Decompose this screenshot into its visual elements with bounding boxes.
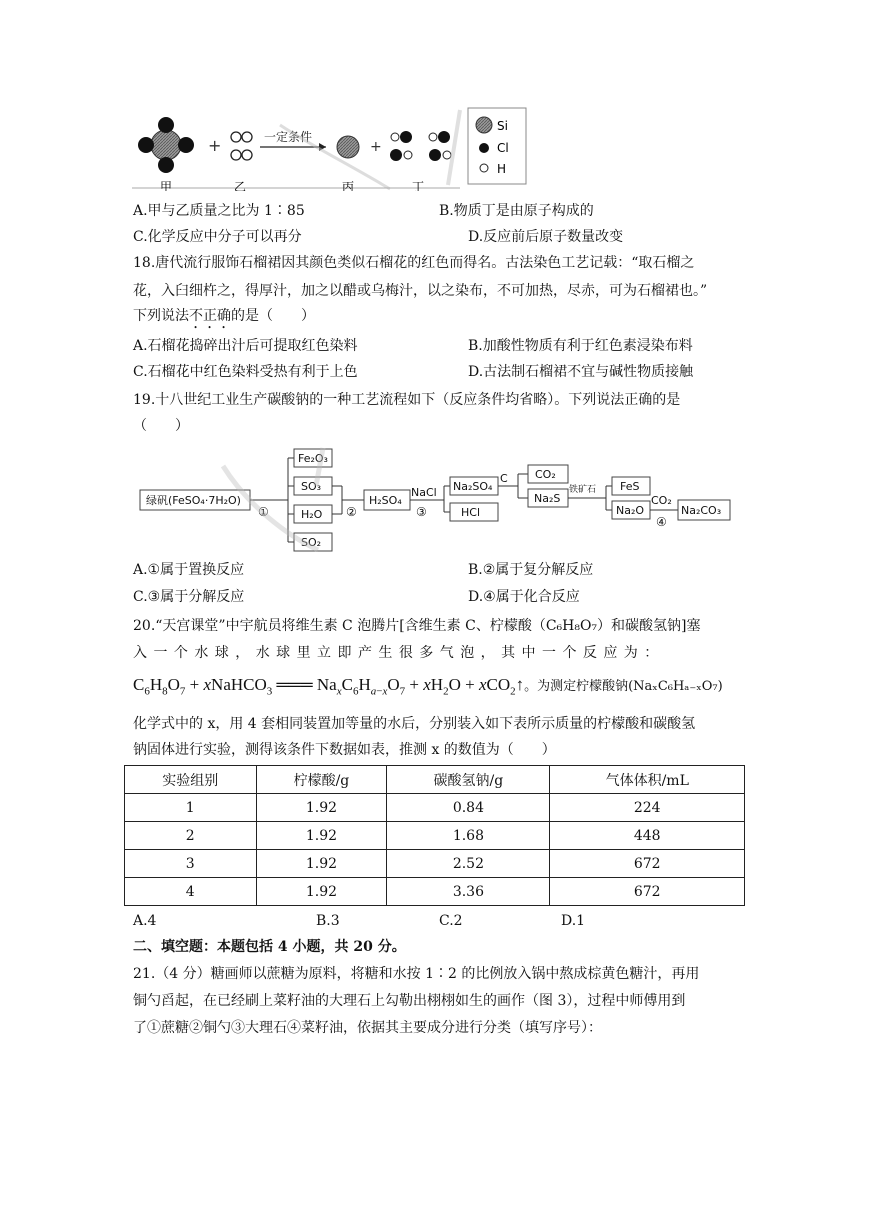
q18-line-2: 花，入臼细杵之，得厚汁，加之以醋或乌梅汁，以之染布，不可加热，尽赤，可为石榴裙也。” <box>133 283 708 299</box>
flow-fes: FeS <box>620 480 640 493</box>
table-cell: 448 <box>550 822 745 850</box>
q18-line-1: 18.唐代流行服饰石榴裙因其颜色类似石榴花的红色而得名。古法染色工艺记载：“取石榴之 <box>133 255 695 271</box>
table-cell: 1.92 <box>256 878 387 906</box>
table-cell: 3.36 <box>387 878 550 906</box>
flow-iron-ore: 铁矿石 <box>569 485 597 495</box>
table-cell: 0.84 <box>387 794 550 822</box>
table-cell: 1.68 <box>387 822 550 850</box>
label-bing: 丙 <box>342 180 355 191</box>
q18-option-c: C.石榴花中红色染料受热有利于上色 <box>133 364 358 380</box>
flow-co2-reagent: CO₂ <box>651 494 672 507</box>
svg-text:+: + <box>208 136 222 155</box>
q19-option-c: C.③属于分解反应 <box>133 589 245 605</box>
arrow-condition: 一定条件 <box>264 130 313 144</box>
flow-co2: CO₂ <box>535 468 556 481</box>
flow-step-4: ④ <box>656 515 667 529</box>
label-jia: 甲 <box>160 180 173 191</box>
flow-fe2o3: Fe₂O₃ <box>298 452 328 465</box>
table-header-cell: 碳酸氢钠/g <box>387 766 550 794</box>
q20-line-5: 钠固体进行实验，测得该条件下数据如表，推测 x 的数值为（ ） <box>133 742 556 758</box>
equation-note: 。为测定柠檬酸钠(NaₓC₆Hₐ₋ₓO₇) <box>524 679 723 694</box>
process-flow-diagram <box>138 446 733 552</box>
table-header-cell: 柠檬酸/g <box>256 766 387 794</box>
flow-na2s: Na₂S <box>534 492 561 505</box>
table-cell: 672 <box>550 878 745 906</box>
q19-option-a: A.①属于置换反应 <box>133 562 245 578</box>
svg-text:+: + <box>370 139 382 155</box>
q18-option-d: D.古法制石榴裙不宜与碱性物质接触 <box>468 364 694 380</box>
q19-line-2: （ ） <box>133 418 189 434</box>
flow-h2so4: H₂SO₄ <box>369 494 402 507</box>
table-header-cell: 气体体积/mL <box>550 766 745 794</box>
legend-box <box>468 108 526 184</box>
q18-option-a: A.石榴花捣碎出汁后可提取红色染料 <box>133 338 358 354</box>
q19-option-d: D.④属于化合反应 <box>468 589 580 605</box>
section-heading: 二、填空题：本题包括 4 小题，共 20 分。 <box>133 939 406 955</box>
table-header-row <box>125 766 745 794</box>
table-row <box>125 850 745 878</box>
q17-option-c: C.化学反应中分子可以再分 <box>133 229 302 245</box>
reaction-diagram <box>130 105 530 191</box>
flow-na2so4: Na₂SO₄ <box>453 480 493 493</box>
q17-option-a: A.甲与乙质量之比为 1∶85 <box>133 203 305 219</box>
q20-option-d: D.1 <box>561 913 586 929</box>
emphasis-not-correct: 不正确 <box>189 308 231 324</box>
q21-line-1: 21.（4 分）糖画师以蔗糖为原料，将糖和水按 1∶2 的比例放入锅中熬成棕黄色糖汁，再用 <box>133 966 700 982</box>
flow-so3: SO₃ <box>301 480 322 493</box>
table-row <box>125 822 745 850</box>
q17-option-b: B.物质丁是由原子构成的 <box>439 203 594 219</box>
q19-line-1: 19.十八世纪工业生产碳酸钠的一种工艺流程如下（反应条件均省略）。下列说法正确的是 <box>133 392 681 408</box>
q19-option-b: B.②属于复分解反应 <box>468 562 594 578</box>
table-cell: 1.92 <box>256 822 387 850</box>
q17-option-d: D.反应前后原子数量改变 <box>468 229 624 245</box>
molecule-yi <box>231 132 252 160</box>
experiment-table <box>124 765 745 906</box>
molecule-ding <box>390 131 451 161</box>
legend-cl: Cl <box>497 141 509 155</box>
table-cell: 1.92 <box>256 850 387 878</box>
flow-c: C <box>500 472 508 485</box>
flow-h2o: H₂O <box>301 508 323 521</box>
flow-na2o: Na₂O <box>616 504 645 517</box>
atom-bing <box>337 136 359 158</box>
flow-nacl: NaCl <box>411 486 437 499</box>
table-cell: 2 <box>125 822 257 850</box>
q20-line-1: 20.“天宫课堂”中宇航员将维生素 C 泡腾片[含维生素 C、柠檬酸（C₆H₈O₇）和碳酸氢钠]塞 <box>133 618 701 634</box>
q20-line-2: 入 一 个 水 球 ， 水 球 里 立 即 产 生 很 多 气 泡 ， 其 中 一 个 反 应 为 ： <box>133 645 660 661</box>
legend-si: Si <box>497 119 508 133</box>
molecule-jia <box>138 117 194 173</box>
flow-start: 绿矾(FeSO₄·7H₂O) <box>146 494 241 507</box>
table-cell: 672 <box>550 850 745 878</box>
q18-line-3: 下列说法不正确的是（ ） <box>133 308 315 324</box>
table-cell: 1 <box>125 794 257 822</box>
flow-step-1: ① <box>258 505 269 519</box>
q20-line-4: 化学式中的 x，用 4 套相同装置加等量的水后，分别装入如下表所示质量的柠檬酸和碳酸氢 <box>133 716 696 732</box>
flow-hcl: HCl <box>461 506 481 519</box>
legend-h: H <box>497 162 507 176</box>
table-cell: 3 <box>125 850 257 878</box>
flow-so2: SO₂ <box>301 536 322 549</box>
flow-step-2: ② <box>346 505 357 519</box>
table-row <box>125 794 745 822</box>
table-row <box>125 878 745 906</box>
q20-option-c: C.2 <box>439 913 463 929</box>
q18-option-b: B.加酸性物质有利于红色素浸染布料 <box>468 338 693 354</box>
table-cell: 4 <box>125 878 257 906</box>
label-ding: 丁 <box>412 180 425 191</box>
q20-option-a: A.4 <box>133 913 157 929</box>
q20-option-b: B.3 <box>316 913 340 929</box>
q21-line-2: 铜勺舀起，在已经刷上菜籽油的大理石上勾勒出栩栩如生的画作（图 3），过程中师傅用到 <box>133 993 686 1009</box>
table-header-cell: 实验组别 <box>125 766 257 794</box>
q21-line-3: 了①蔗糖②铜勺③大理石④菜籽油，依据其主要成分进行分类（填写序号）： <box>133 1020 602 1036</box>
label-yi: 乙 <box>234 180 247 191</box>
flow-step-3: ③ <box>416 505 427 519</box>
table-cell: 224 <box>550 794 745 822</box>
flow-na2co3: Na₂CO₃ <box>681 504 722 517</box>
reaction-equation: $C_6H_8O_7$ + xNaHCO$_3$ ═══ $Na_xC_6H_{a-x}O_7 + xH_2O$ + xCO$_2$↑。为测定柠檬酸钠(NaₓC₆Hₐ₋ₓO₇) <box>133 675 723 698</box>
table-cell: 2.52 <box>387 850 550 878</box>
table-cell: 1.92 <box>256 794 387 822</box>
